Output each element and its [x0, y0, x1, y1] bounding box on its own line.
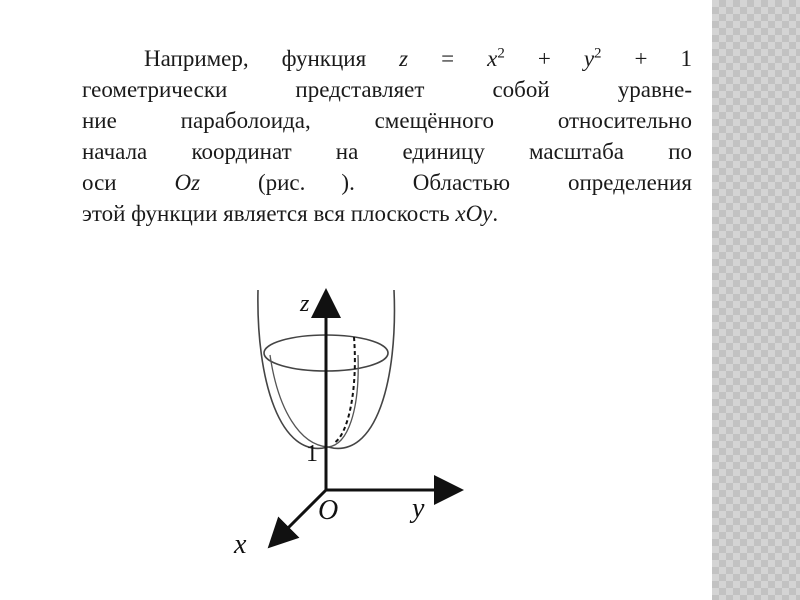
word: оси: [82, 170, 117, 195]
formula-x: x: [487, 46, 498, 71]
paraboloid-figure: [220, 285, 470, 595]
y-axis-label: y: [412, 493, 425, 524]
formula-z: z: [399, 46, 409, 71]
z-axis-label: z: [300, 291, 310, 317]
paraboloid-inner: [270, 355, 358, 447]
word: ). Областью определения: [341, 170, 692, 195]
paragraph: [82, 44, 692, 230]
text-line-6: [82, 199, 692, 230]
text-line-3: ние параболоида, смещённого относительно: [82, 108, 692, 133]
origin-label: O: [318, 495, 339, 526]
formula: [399, 46, 692, 71]
formula-y: y: [583, 46, 595, 71]
text-line-2: геометрически представляет собой уравне-: [82, 77, 692, 102]
formula-plus-one: + 1: [634, 46, 693, 71]
text-line-5: [82, 168, 692, 199]
formula-exp: 2: [594, 45, 602, 62]
dashed-curve: [334, 337, 355, 443]
formula-exp: 2: [497, 45, 505, 62]
formula-eq: =: [441, 46, 455, 71]
word: функция: [281, 46, 367, 71]
word: этой функции является вся плоскость: [82, 201, 450, 226]
figure-svg: [220, 285, 470, 595]
axis-name: Oz: [174, 170, 201, 195]
text-line-1: [82, 44, 692, 75]
decorative-side-panel: [712, 0, 800, 600]
text-line-4: начала координат на единицу масштаба по: [82, 139, 692, 164]
plane-name: xOy: [455, 201, 493, 226]
formula-plus: +: [537, 46, 551, 71]
period: .: [492, 201, 499, 226]
word: (рис.: [257, 170, 306, 195]
word: Например,: [144, 46, 249, 71]
x-axis-label: x: [234, 529, 247, 560]
tick-label-one: 1: [306, 441, 318, 467]
